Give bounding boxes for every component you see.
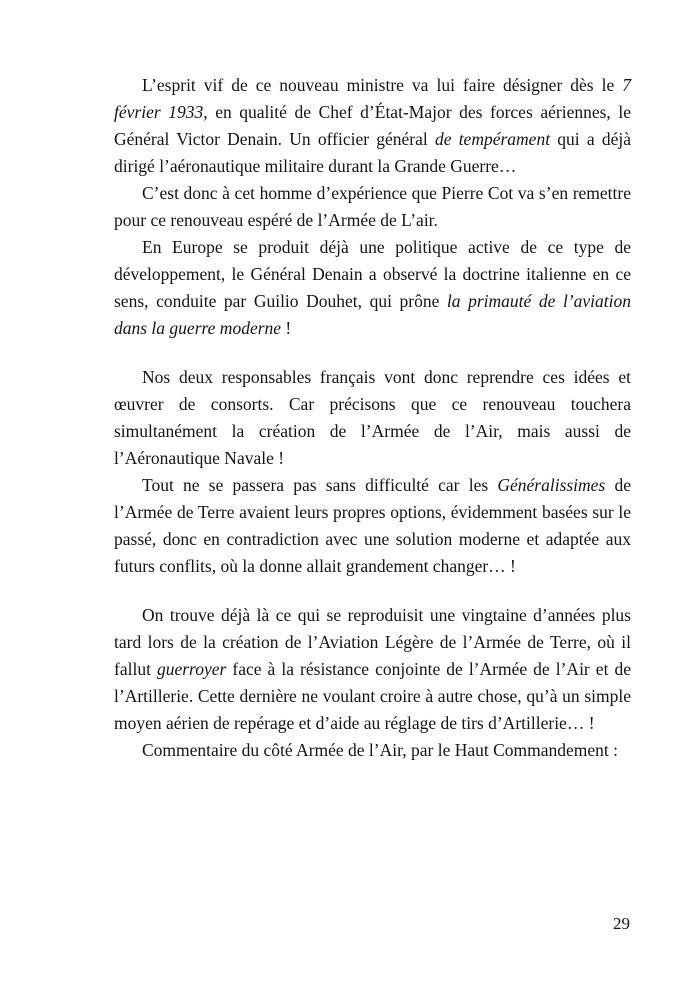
italic-text-segment: de tempérament [434,129,551,149]
italic-text-segment: guerroyer [156,659,227,679]
text-segment: ! [281,318,292,338]
text-segment: L’esprit vif de ce nouveau ministre va lui faire désigner dès le [142,75,623,95]
text-segment: qui a déjà dirigé l’aéronautique militaire durant la Grande Guerre… [114,129,631,176]
paragraph [114,234,631,342]
text-segment: face à la résistance conjointe de l’Armée de l’Air et de l’Artillerie. Cette dernière ne voulant croire à autre chose, qu’à un simple moyen aérien de repérage et d’aide au réglage de tirs d’Artillerie… ! [114,659,631,733]
text-segment: , en qualité de Chef d’État-Major des forces aériennes, le Général Victor Denain. Un officier général [114,102,631,149]
paragraph [114,472,631,580]
text-segment: Tout ne se passera pas sans difficulté car les [142,475,498,495]
italic-text-segment: la primauté de l’aviation dans la guerre moderne [114,291,631,338]
text-segment: En Europe se produit déjà une politique active de ce type de développement, le Général Denain a observé la doctrine italienne en ce sens, conduite par Guilio Douhet, qui prône [114,237,631,311]
text-segment: Nos deux responsables français vont donc reprendre ces idées et œuvrer de consorts. Car précisons que ce renouveau touchera simultanément la création de l’Armée de l’Air, mais aussi de l’Aéronautique Navale ! [114,367,631,468]
paragraph [114,602,631,737]
text-segment: de l’Armée de Terre avaient leurs propres options, évidemment basées sur le passé, donc en contradiction avec une solution moderne et adaptée aux futurs conflits, où la donne allait grandement changer… ! [114,475,631,576]
paragraph [114,737,631,764]
paragraph [114,72,631,180]
italic-text-segment: 7 février 1933 [114,75,631,122]
text-block [114,72,631,764]
paragraph [114,180,631,234]
paragraph [114,364,631,472]
text-segment: On trouve déjà là ce qui se reproduisit une vingtaine d’années plus tard lors de la création de l’Aviation Légère de l’Armée de Terre, où il fallut [114,605,631,679]
text-segment: C’est donc à cet homme d’expérience que Pierre Cot va s’en remettre pour ce renouveau espéré de l’Armée de L’air. [114,183,631,230]
italic-text-segment: Généralissimes [497,475,606,495]
text-segment: Commentaire du côté Armée de l’Air, par le Haut Commandement : [142,740,619,760]
page-number: 29 [613,914,630,933]
